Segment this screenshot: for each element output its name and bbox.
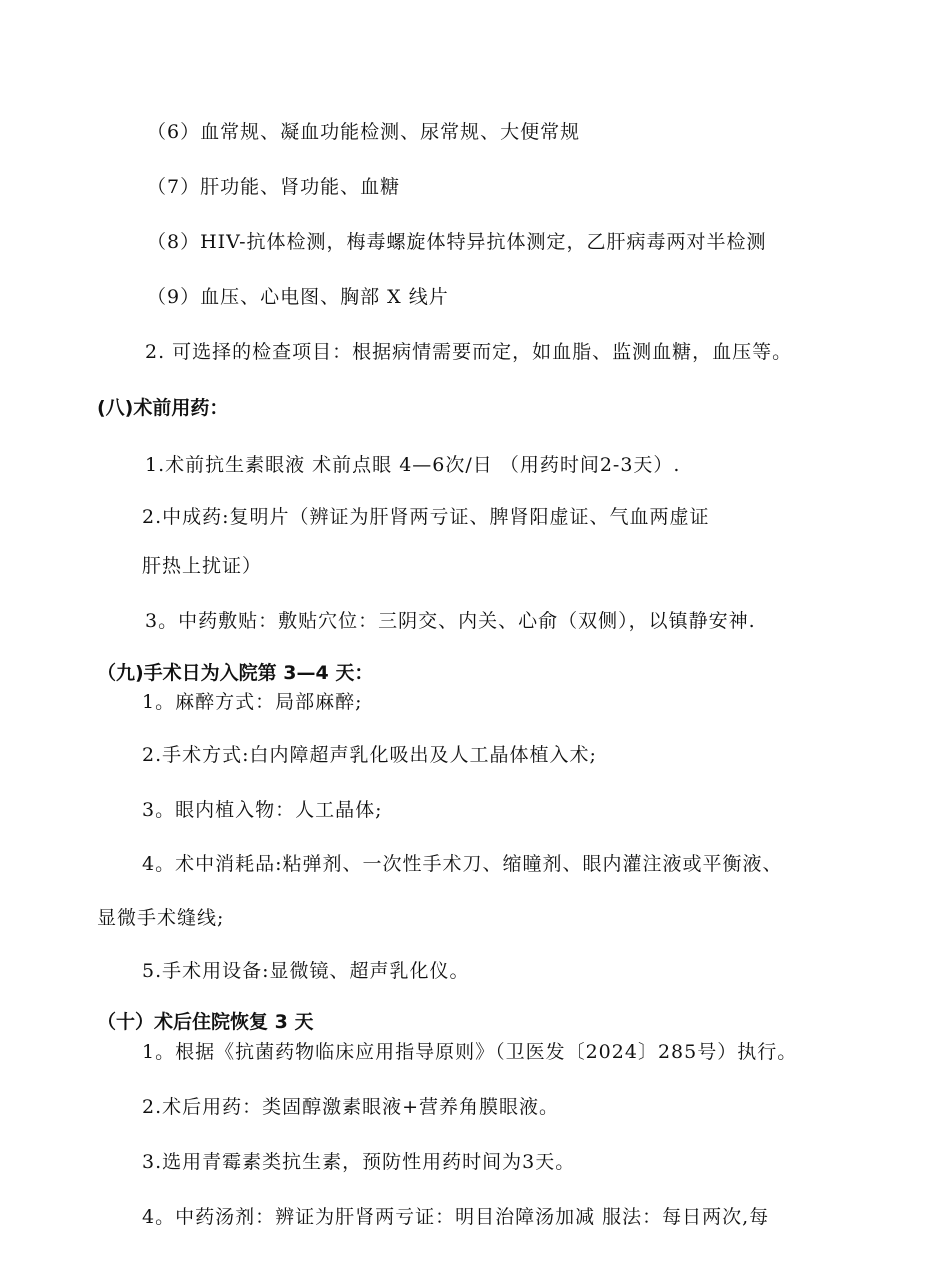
exam-item-6: （6）血常规、凝血功能检测、尿常规、大便常规 <box>147 121 581 143</box>
section-10-item-3: 3.选用青霉素类抗生素，预防性用药时间为3天。 <box>142 1151 576 1173</box>
section-8-item-2-line-2: 肝热上扰证） <box>142 555 263 577</box>
section-9-item-4-line-1: 4。术中消耗品:粘弹剂、一次性手术刀、缩瞳剂、眼内灌注液或平衡液、 <box>142 853 783 875</box>
section-8-item-2-line-1: 2.中成药:复明片（辨证为肝肾两亏证、脾肾阳虚证、气血两虚证 <box>142 506 710 528</box>
section-10-item-4: 4。中药汤剂：辨证为肝肾两亏证：明目治障汤加减 服法：每日两次,每 <box>142 1206 770 1228</box>
section-8-item-3: 3。中药敷贴：敷贴穴位：三阴交、内关、心俞（双侧），以镇静安神. <box>145 610 756 632</box>
section-9-item-1: 1。麻醉方式：局部麻醉; <box>142 691 363 713</box>
section-9-item-3: 3。眼内植入物：人工晶体; <box>142 799 383 821</box>
section-8-heading: (八)术前用药： <box>97 397 229 419</box>
optional-exam: 2. 可选择的检查项目：根据病情需要而定，如血脂、监测血糖，血压等。 <box>145 341 793 363</box>
section-9-heading: （九)手术日为入院第 3—4 天： <box>97 662 374 684</box>
section-9-item-5: 5.手术用设备:显微镜、超声乳化仪。 <box>142 960 470 982</box>
section-9-item-4-line-2: 显微手术缝线; <box>97 907 225 929</box>
exam-item-7: （7）肝功能、肾功能、血糖 <box>147 176 401 198</box>
section-9-item-2: 2.手术方式:白内障超声乳化吸出及人工晶体植入术; <box>142 744 597 766</box>
exam-item-9: （9）血压、心电图、胸部 X 线片 <box>147 286 449 308</box>
section-10-item-2: 2.术后用药：类固醇激素眼液+营养角膜眼液。 <box>142 1096 560 1118</box>
section-8-item-1: 1.术前抗生素眼液 术前点眼 4—6次/日 （用药时间2-3天）. <box>145 454 681 476</box>
section-10-heading: （十）术后住院恢复 3 天 <box>97 1011 314 1033</box>
exam-item-8: （8）HIV-抗体检测，梅毒螺旋体特异抗体测定，乙肝病毒两对半检测 <box>147 231 767 253</box>
section-10-item-1: 1。根据《抗菌药物临床应用指导原则》（卫医发〔2024〕285号）执行。 <box>142 1041 798 1063</box>
